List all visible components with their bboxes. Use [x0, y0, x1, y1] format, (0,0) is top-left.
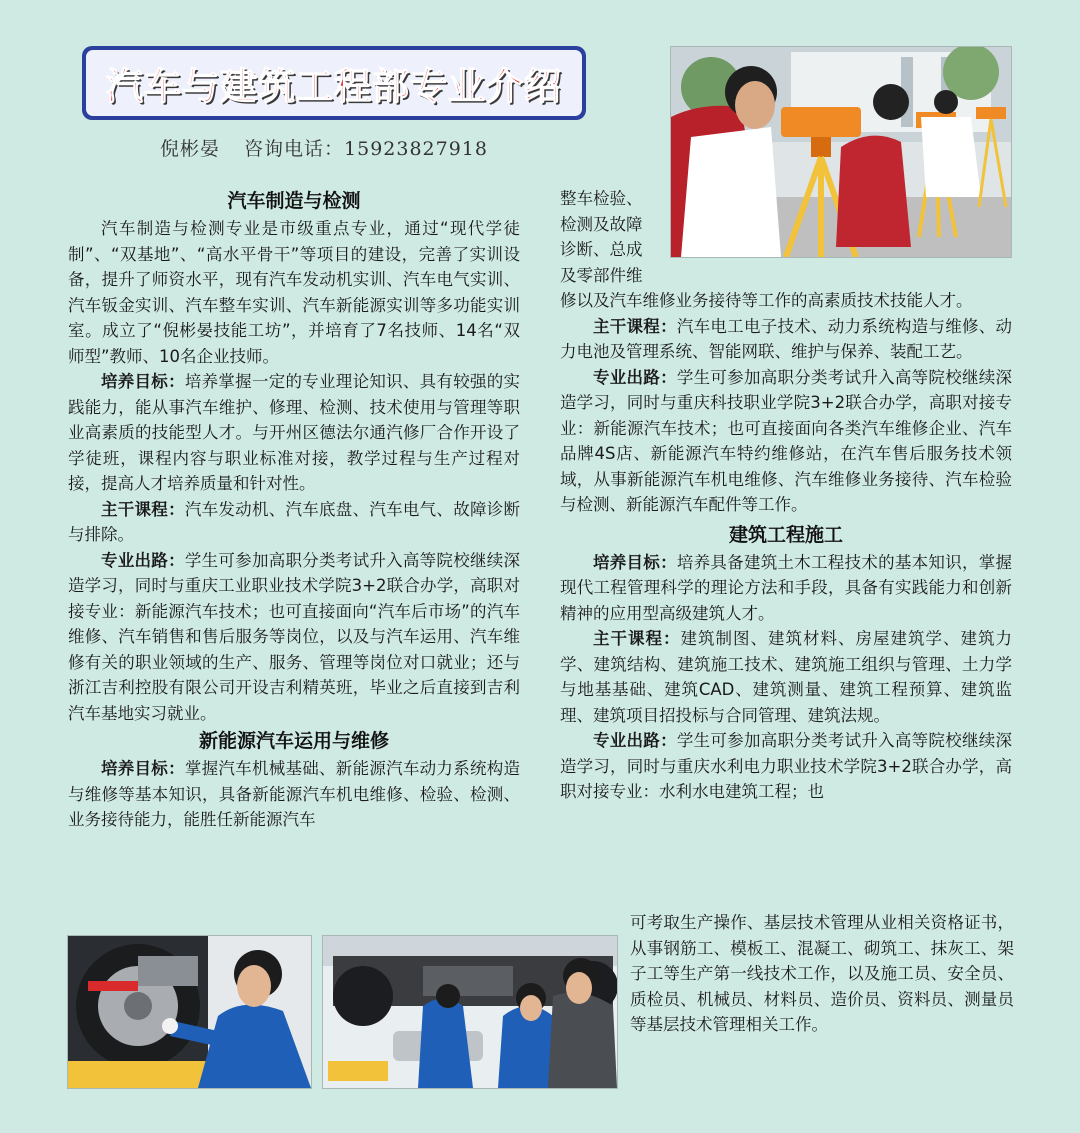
courses-label: 主干课程：: [593, 316, 677, 336]
career-text: 学生可参加高职分类考试升入高等院校继续深造学习，同时与重庆水利电力职业技术学院3+2联合办学，高职对接专业：水利水电建筑工程；也: [560, 731, 1013, 801]
nev-goal-cont-1: 整车检验、: [560, 189, 643, 208]
career-label: 专业出路：: [593, 731, 677, 750]
career-text: 学生可参加高职分类考试升入高等院校继续深造学习，同时与重庆工业职业技术学院3+2联合办学，高职对接专业：新能源汽车技术；也可直接面向“汽车后市场”的汽车维修、汽车销售和售后服务等岗位，以及与汽车运用、汽车维修有关的职业领域的生产、服务、管理等岗位对口就业；还与浙江吉利控股有限公司开设吉利精英班，毕业之后直接到吉利汽车基地实习就业。: [68, 550, 521, 723]
contact-name: 倪彬晏: [160, 138, 221, 160]
goal-label: 培养目标：: [593, 552, 677, 572]
goal-text: 培养掌握一定的专业理论知识、具有较强的实践能力，能从事汽车维护、修理、检测、技术使用与管理等职业高素质的技能型人才。与开州区德法尔通汽修厂合作开设了学徒班，课程内容与职业标准对接，教学过程与生产过程对接，提高人才培养质量和针对性。: [68, 372, 521, 493]
right-column: [560, 288, 1012, 805]
construction-courses: [560, 626, 1012, 728]
goal-text: 掌握汽车机械基础、新能源汽车动力系统构造与维修等基本知识，具备新能源汽车机电维修、检验、检测、业务接待能力，能胜任新能源汽车: [68, 759, 521, 829]
section-heading-nev: 新能源汽车运用与维修: [198, 730, 389, 752]
page-title: 汽车与建筑工程部专业介绍: [106, 65, 562, 108]
courses-text: 建筑制图、建筑材料、房屋建筑学、建筑力学、建筑结构、建筑施工技术、建筑施工组织与管理、土力学与地基基础、建筑CAD、建筑测量、建筑工程预算、建筑监理、建筑项目招投标与合同管理、建筑法规。: [560, 629, 1012, 725]
title-banner-inner: [86, 50, 582, 116]
auto-mfg-courses: [68, 497, 520, 548]
left-column: [68, 186, 520, 833]
nev-courses: [560, 314, 1012, 365]
career-label: 专业出路：: [101, 550, 185, 570]
contact-line: [160, 134, 488, 161]
section-heading-auto-mfg: 汽车制造与检测: [227, 190, 361, 212]
auto-mfg-career: [68, 548, 520, 727]
construction-career-cont: 可考取生产操作、基层技术管理从业相关资格证书，从事钢筋工、模板工、混凝工、砌筑工、抹灰工、架子工等生产第一线技术工作，以及施工员、安全员、质检员、机械员、材料员、造价员、资料员、测量员等基层技术管理相关工作。: [630, 913, 1014, 1034]
auto-mfg-intro: 汽车制造与检测专业是市级重点专业，通过“现代学徒制”、“双基地”、“高水平骨干”等项目的建设，完善了实训设备，提升了师资水平，现有汽车发动机实训、汽车电气实训、汽车钣金实训、汽车整车实训、汽车新能源实训等多功能实训室。成立了“倪彬晏技能工坊”，并培育了7名技师、14名“双师型”教师、10名企业技师。: [68, 219, 520, 366]
courses-text: 汽车电工电子技术、动力系统构造与维修、动力电池及管理系统、智能网联、维护与保养、装配工艺。: [560, 316, 1013, 361]
wheel-alignment-photo: [67, 935, 312, 1089]
goal-text: 培养具备建筑土木工程技术的基本知识，掌握现代工程管理科学的理论方法和手段，具备有实践能力和创新精神的应用型高级建筑人才。: [560, 552, 1013, 623]
goal-label: 培养目标：: [101, 372, 185, 391]
construction-career-wrap: [630, 910, 1014, 1038]
nev-goal: [68, 756, 520, 833]
career-text: 学生可参加高职分类考试升入高等院校继续深造学习，同时与重庆科技职业学院3+2联合办学，高职对接专业：新能源汽车技术；也可直接面向各类汽车维修企业、汽车品牌4S店、新能源汽车特约维修站，在汽车售后服务技术领域，从事新能源汽车机电维修、汽车维修业务接待、汽车检验与检测、新能源汽车配件等工作。: [560, 367, 1013, 514]
surveying-photo-image: [671, 47, 1011, 257]
contact-phone: 咨询电话：15923827918: [244, 138, 488, 160]
nev-goal-cont-5: 修以及汽车维修业务接待等工作的高素质技术技能人才。: [560, 291, 973, 310]
career-label: 专业出路：: [593, 367, 677, 387]
surveying-photo: [670, 46, 1012, 258]
section-heading-construction: 建筑工程施工: [728, 523, 843, 546]
courses-label: 主干课程：: [593, 629, 681, 648]
wheel-alignment-photo-image: [68, 936, 311, 1088]
title-banner: [82, 46, 586, 120]
nev-goal-wrap: [560, 186, 664, 288]
construction-career: [560, 728, 1012, 805]
construction-goal: [560, 550, 1012, 627]
goal-label: 培养目标：: [101, 759, 185, 778]
courses-text: 汽车发动机、汽车底盘、汽车电气、故障诊断与排除。: [68, 499, 521, 544]
nev-career: [560, 365, 1012, 518]
courses-label: 主干课程：: [101, 499, 185, 519]
undercarriage-photo-image: [323, 936, 617, 1088]
nev-goal-cont-4: 及零部件维: [560, 265, 643, 285]
nev-goal-cont-2: 检测及故障: [560, 214, 643, 234]
undercarriage-photo: [322, 935, 618, 1089]
auto-mfg-goal: [68, 369, 520, 497]
nev-goal-cont-3: 诊断、总成: [560, 240, 643, 259]
